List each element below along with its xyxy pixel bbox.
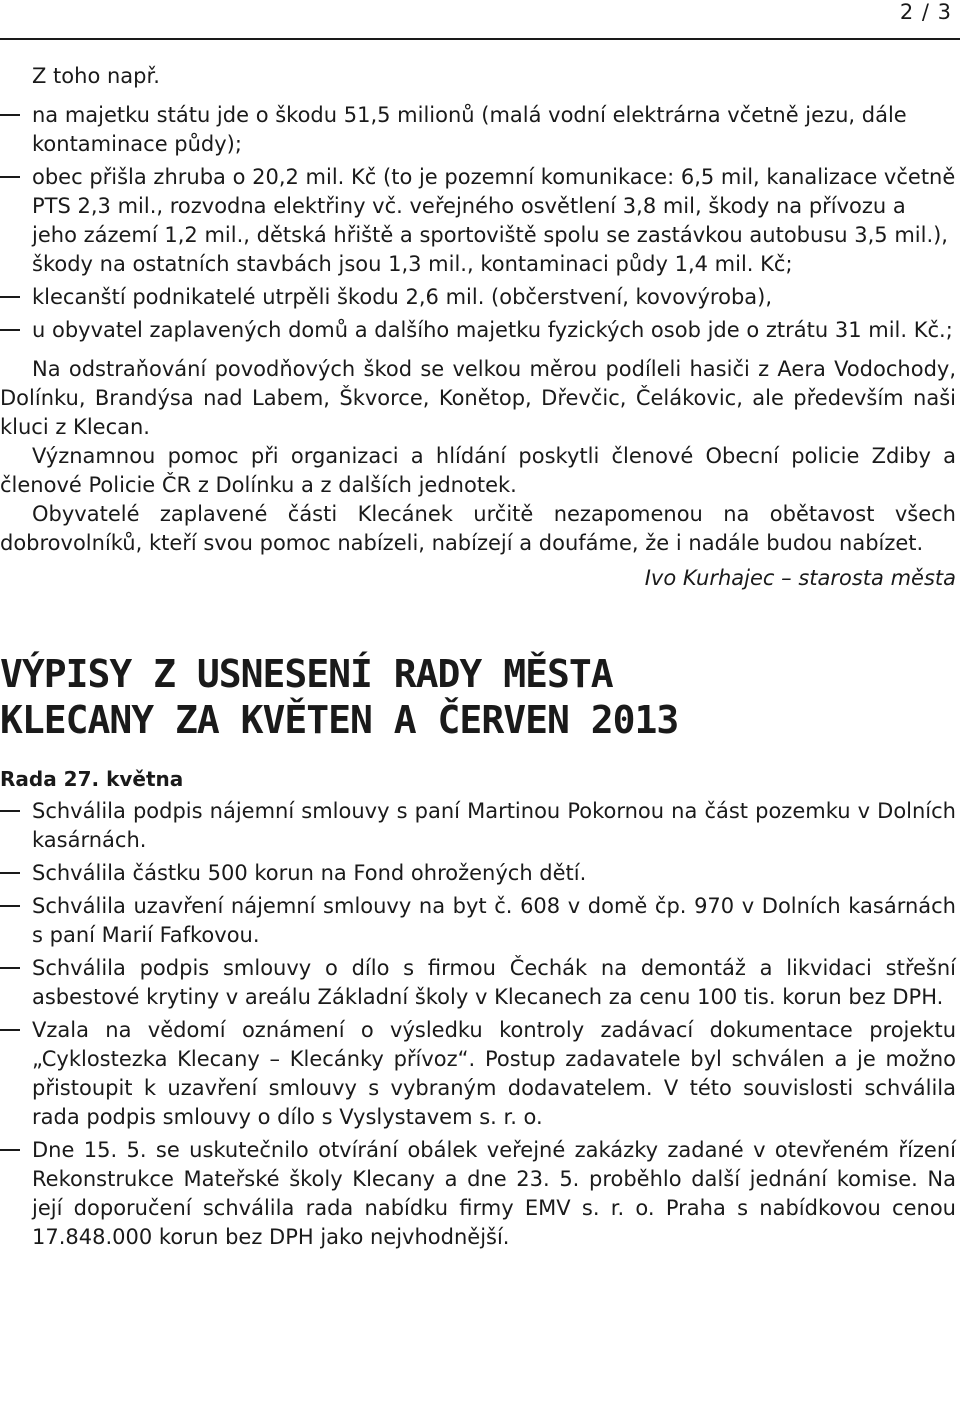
dash-bullet bbox=[0, 296, 20, 298]
list-item bbox=[0, 797, 956, 855]
section-title-line1: VÝPISY Z USNESENÍ RADY MĚSTA bbox=[0, 652, 613, 696]
list-item-text: Schválila uzavření nájemní smlouvy na byt č. 608 v domě čp. 970 v Dolních kasárnách s paní Marií Fafkovou. bbox=[32, 894, 956, 947]
list-item-text: Schválila částku 500 korun na Fond ohrožených dětí. bbox=[32, 861, 587, 885]
signature: Ivo Kurhajec – starosta města bbox=[644, 566, 956, 590]
dash-bullet bbox=[0, 905, 20, 907]
list-item-text: Schválila podpis smlouvy o dílo s firmou Čechák na demontáž a likvidaci střešní asbestové krytiny v areálu Základní školy v Klecanech za cenu 100 tis. korun bez DPH. bbox=[32, 956, 956, 1009]
list-item bbox=[0, 163, 956, 279]
list-item bbox=[0, 1136, 956, 1252]
list-item-text: klecanští podnikatelé utrpěli škodu 2,6 mil. (občerstvení, kovovýroba), bbox=[32, 285, 773, 309]
dash-bullet bbox=[0, 1029, 20, 1031]
paragraph-firefighters: Na odstraňování povodňových škod se velkou měrou podíleli hasiči z Aera Vodochody, Dolínku, Brandýsa nad Labem, Škvorce, Konětop, Dřevčic, Čelákovic, ale především naši kluci z Klecan. bbox=[0, 357, 956, 439]
meeting-subhead: Rada 27. května bbox=[0, 767, 184, 791]
article-body bbox=[0, 62, 956, 1256]
list-item-text: Vzala na vědomí oznámení o výsledku kontroly zadávací dokumentace projektu „Cyklostezka Klecany – Klecánky přívoz“. Postup zadavatele byl schválen a je možno přistoupit k uzavření smlouvy s vybraným dodavatelem. V této souvislosti schválila rada podpis smlouvy o dílo s Vyslystavem s. r. o. bbox=[32, 1018, 956, 1129]
paragraph-police: Významnou pomoc při organizaci a hlídání poskytli členové Obecní policie Zdiby a členové Policie ČR z Dolínku a z dalších jednotek. bbox=[0, 444, 956, 497]
list-item-text: na majetku státu jde o škodu 51,5 milionů (malá vodní elektrárna včetně jezu, dále kontaminace půdy); bbox=[32, 103, 907, 156]
damage-list bbox=[0, 101, 956, 345]
dash-bullet bbox=[0, 1149, 20, 1151]
list-item bbox=[0, 316, 956, 345]
section-title-line2: KLECANY ZA KVĚTEN A ČERVEN 2013 bbox=[0, 698, 679, 742]
list-item bbox=[0, 892, 956, 950]
list-item bbox=[0, 859, 956, 888]
header-rule bbox=[0, 38, 960, 40]
list-item bbox=[0, 283, 956, 312]
page-number: 2 / 3 bbox=[899, 0, 952, 24]
dash-bullet bbox=[0, 967, 20, 969]
dash-bullet bbox=[0, 810, 20, 812]
dash-bullet bbox=[0, 329, 20, 331]
list-item bbox=[0, 1016, 956, 1132]
list-item-text: u obyvatel zaplavených domů a dalšího majetku fyzických osob jde o ztrátu 31 mil. Kč.; bbox=[32, 318, 953, 342]
list-item bbox=[0, 954, 956, 1012]
dash-bullet bbox=[0, 872, 20, 874]
dash-bullet bbox=[0, 176, 20, 178]
paragraph-volunteers: Obyvatelé zaplavené části Klecánek určitě nezapomenou na obětavost všech dobrovolníků, kteří svou pomoc nabízeli, nabízejí a doufáme, že i nadále budou nabízet. bbox=[0, 502, 956, 555]
dash-bullet bbox=[0, 114, 20, 116]
intro-text: Z toho např. bbox=[32, 64, 160, 88]
list-item bbox=[0, 101, 956, 159]
list-item-text: Dne 15. 5. se uskutečnilo otvírání obálek veřejné zakázky zadané v otevřeném řízení Rekonstrukce Mateřské školy Klecany a dne 23. 5. proběhlo další jednání komise. Na její doporučení schválila rada nabídku firmy EMV s. r. o. Praha s nabídkovou cenou 17.848.000 korun bez DPH jako nejvhodnější. bbox=[32, 1138, 956, 1249]
resolution-list bbox=[0, 797, 956, 1252]
list-item-text: Schválila podpis nájemní smlouvy s paní Martinou Pokornou na část pozemku v Dolních kasárnách. bbox=[32, 799, 956, 852]
section-title bbox=[0, 651, 956, 743]
list-item-text: obec přišla zhruba o 20,2 mil. Kč (to je pozemní komunikace: 6,5 mil, kanalizace včetně PTS 2,3 mil., rozvodna elektřiny vč. veřejného osvětlení 3,8 mil, škody na přívozu a jeho zázemí 1,2 mil., dětská hřiště a sportoviště spolu se zastávkou autobusu 3,5 mil.), škody na ostatních stavbách jsou 1,3 mil., kontaminaci půdy 1,4 mil. Kč; bbox=[32, 165, 956, 276]
